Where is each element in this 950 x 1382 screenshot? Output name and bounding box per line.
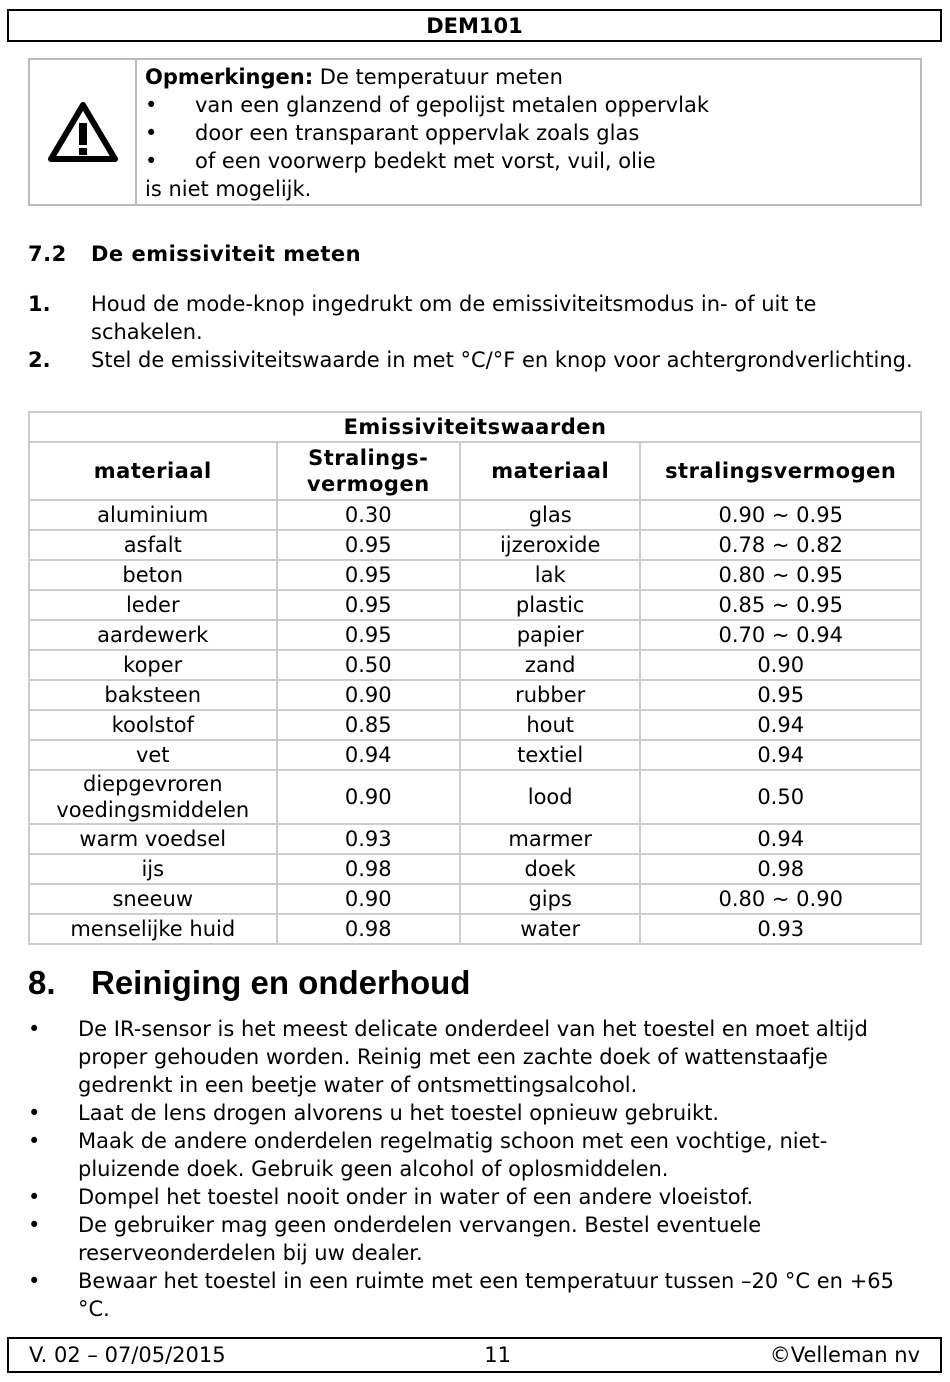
table-cell: 0.85 ~ 0.95	[640, 590, 921, 620]
table-cell: 0.70 ~ 0.94	[640, 620, 921, 650]
list-item: • Dompel het toestel nooit onder in water of een andere vloeistof.	[28, 1185, 754, 1209]
table-body	[29, 500, 921, 944]
list-item: • De gebruiker mag geen onderdelen vervangen. Bestel eventuele reserveonderdelen bij uw dealer.	[28, 1213, 762, 1265]
warning-triangle-icon	[47, 101, 119, 163]
table-row	[29, 650, 921, 680]
table-cell: 0.98	[277, 854, 460, 884]
note-icon-cell	[30, 60, 137, 204]
table-cell: ijzeroxide	[460, 530, 640, 560]
table-cell: 0.80 ~ 0.90	[640, 884, 921, 914]
table-row	[29, 590, 921, 620]
note-text	[137, 60, 709, 204]
page-header	[7, 9, 942, 42]
note-item: • of een voorwerp bedekt met vorst, vuil, olie	[145, 149, 656, 173]
table-cell: plastic	[460, 590, 640, 620]
table-cell: 0.94	[640, 824, 921, 854]
table-cell: 0.90	[277, 680, 460, 710]
table-cell: baksteen	[29, 680, 277, 710]
table-cell: 0.30	[277, 500, 460, 530]
table-cell: 0.85	[277, 710, 460, 740]
version-label: V. 02 – 07/05/2015	[29, 1343, 226, 1367]
table-cell: koper	[29, 650, 277, 680]
table-cell: gips	[460, 884, 640, 914]
table-cell: diepgevroren voedingsmiddelen	[29, 770, 277, 824]
table-row	[29, 500, 921, 530]
table-cell: aardewerk	[29, 620, 277, 650]
step-item: 1. Houd de mode-knop ingedrukt om de emissiviteitsmodus in- of uit te schakelen.	[28, 292, 817, 344]
table-row	[29, 884, 921, 914]
table-cell: 0.90	[640, 650, 921, 680]
table-cell: menselijke huid	[29, 914, 277, 944]
table-title: Emissiviteitswaarden	[29, 412, 921, 442]
table-cell: beton	[29, 560, 277, 590]
table-row	[29, 620, 921, 650]
table-cell: water	[460, 914, 640, 944]
table-cell: 0.90	[277, 770, 460, 824]
list-item: • Laat de lens drogen alvorens u het toestel opnieuw gebruikt.	[28, 1101, 720, 1125]
table-cell: warm voedsel	[29, 824, 277, 854]
note-box	[28, 58, 922, 206]
table-cell: 0.94	[640, 740, 921, 770]
table-row	[29, 914, 921, 944]
table-cell: 0.95	[277, 560, 460, 590]
column-header: materiaal	[29, 442, 277, 500]
note-label: Opmerkingen:	[145, 65, 314, 89]
copyright-label: ©Velleman nv	[769, 1343, 920, 1367]
table-cell: 0.93	[277, 824, 460, 854]
table-cell: 0.95	[277, 590, 460, 620]
section-title: Reiniging en onderhoud	[91, 964, 471, 1001]
table-cell: 0.94	[640, 710, 921, 740]
table-cell: ijs	[29, 854, 277, 884]
maintenance-list	[28, 1015, 928, 1323]
table-row	[29, 854, 921, 884]
note-outro: is niet mogelijk.	[145, 177, 312, 201]
table-row	[29, 770, 921, 824]
table-cell: 0.93	[640, 914, 921, 944]
table-cell: lak	[460, 560, 640, 590]
note-intro	[145, 63, 709, 91]
section-number: 8.	[28, 964, 56, 1001]
table-cell: lood	[460, 770, 640, 824]
document-title: DEM101	[426, 14, 523, 38]
table-cell: 0.95	[277, 530, 460, 560]
table-cell: 0.98	[640, 854, 921, 884]
step-item: 2. Stel de emissiviteitswaarde in met °C/°F en knop voor achtergrondverlichting.	[28, 348, 913, 372]
table-cell: 0.80 ~ 0.95	[640, 560, 921, 590]
section-number: 7.2	[28, 242, 67, 266]
table-cell: 0.95	[277, 620, 460, 650]
table-row	[29, 680, 921, 710]
table-cell: rubber	[460, 680, 640, 710]
section-title: De emissiviteit meten	[91, 242, 362, 266]
table-cell: leder	[29, 590, 277, 620]
table-cell: hout	[460, 710, 640, 740]
table-cell: vet	[29, 740, 277, 770]
table-cell: 0.50	[640, 770, 921, 824]
table-cell: doek	[460, 854, 640, 884]
table-cell: aluminium	[29, 500, 277, 530]
table-cell: textiel	[460, 740, 640, 770]
note-item: • door een transparant oppervlak zoals glas	[145, 121, 640, 145]
table-row	[29, 530, 921, 560]
table-cell: 0.94	[277, 740, 460, 770]
table-row	[29, 710, 921, 740]
section-8-heading	[28, 964, 470, 1002]
table-row	[29, 824, 921, 854]
list-item: • Bewaar het toestel in een ruimte met een temperatuur tussen –20 °C en +65 °C.	[28, 1269, 894, 1321]
table-cell: 0.78 ~ 0.82	[640, 530, 921, 560]
list-item: • De IR-sensor is het meest delicate onderdeel van het toestel en moet altijd proper gehouden worden. Reinig met een zachte doek of wattenstaafje gedrenkt in een beetje water of ontsmettingsalcohol.	[28, 1017, 868, 1097]
table-cell: 0.50	[277, 650, 460, 680]
table-cell: 0.98	[277, 914, 460, 944]
table-cell: sneeuw	[29, 884, 277, 914]
table-cell: asfalt	[29, 530, 277, 560]
column-header: stralingsvermogen	[640, 442, 921, 500]
page-number: 11	[484, 1343, 512, 1367]
note-intro-text: De temperatuur meten	[313, 65, 563, 89]
emissivity-table	[28, 411, 922, 945]
table-cell: 0.90 ~ 0.95	[640, 500, 921, 530]
page-footer	[7, 1337, 942, 1373]
table-cell: glas	[460, 500, 640, 530]
table-row	[29, 740, 921, 770]
table-cell: 0.90	[277, 884, 460, 914]
table-row	[29, 560, 921, 590]
note-item: • van een glanzend of gepolijst metalen oppervlak	[145, 93, 709, 117]
table-cell: 0.95	[640, 680, 921, 710]
table-cell: papier	[460, 620, 640, 650]
column-header: Stralings- vermogen	[277, 442, 460, 500]
steps-list	[28, 290, 928, 374]
column-header: materiaal	[460, 442, 640, 500]
table-cell: zand	[460, 650, 640, 680]
table-cell: koolstof	[29, 710, 277, 740]
list-item: • Maak de andere onderdelen regelmatig schoon met een vochtige, niet-pluizende doek. Gebruik geen alcohol of oplosmiddelen.	[28, 1129, 828, 1181]
table-cell: marmer	[460, 824, 640, 854]
section-7-2-heading	[28, 242, 361, 266]
